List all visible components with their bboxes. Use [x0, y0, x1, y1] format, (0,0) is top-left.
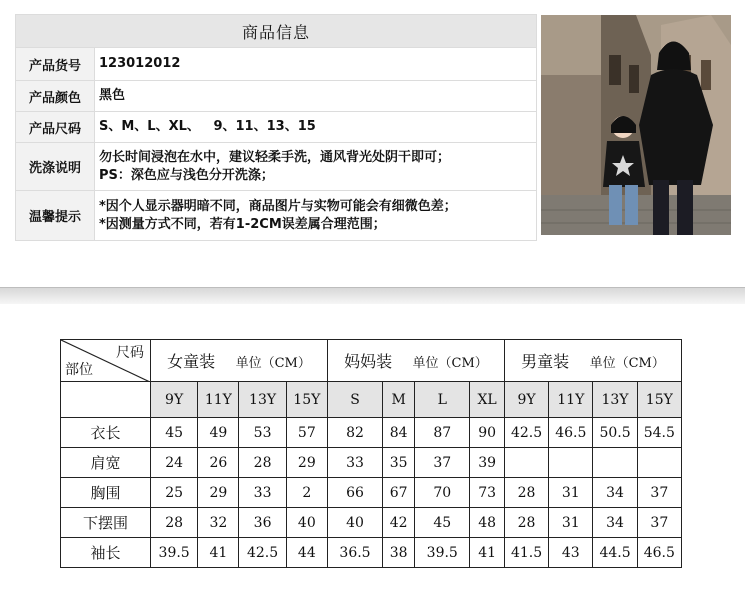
- label-notice: 温馨提示: [16, 191, 95, 241]
- row-label: 下摆围: [61, 508, 151, 538]
- size-value: 41: [470, 538, 505, 568]
- size-value: [637, 448, 681, 478]
- group-girls: 女童装 单位（CM）: [151, 340, 328, 382]
- size-value: 48: [470, 508, 505, 538]
- info-title: 商品信息: [16, 15, 537, 48]
- size-value: 34: [593, 508, 637, 538]
- size-value: 36: [239, 508, 286, 538]
- size-header: 9Y: [151, 382, 198, 418]
- size-row: [61, 478, 682, 508]
- size-header: 13Y: [239, 382, 286, 418]
- value-sizes: S、M、L、XL、 9、11、13、15: [95, 112, 537, 143]
- label-color: 产品颜色: [16, 81, 95, 112]
- size-value: 33: [327, 448, 382, 478]
- size-value: 82: [327, 418, 382, 448]
- size-value: 44.5: [593, 538, 637, 568]
- size-value: 37: [637, 478, 681, 508]
- size-value: 41.5: [504, 538, 548, 568]
- size-value: 37: [637, 508, 681, 538]
- size-value: 25: [151, 478, 198, 508]
- size-value: 29: [198, 478, 239, 508]
- size-value: [504, 448, 548, 478]
- size-value: 87: [415, 418, 470, 448]
- size-value: 43: [549, 538, 593, 568]
- size-header: 13Y: [593, 382, 637, 418]
- size-value: 41: [198, 538, 239, 568]
- size-value: 37: [415, 448, 470, 478]
- label-sizes: 产品尺码: [16, 112, 95, 143]
- size-value: 2: [286, 478, 327, 508]
- size-value: 42.5: [239, 538, 286, 568]
- size-row: [61, 508, 682, 538]
- size-value: 35: [383, 448, 415, 478]
- size-value: 40: [286, 508, 327, 538]
- size-header: S: [327, 382, 382, 418]
- size-value: [549, 448, 593, 478]
- row-label: 袖长: [61, 538, 151, 568]
- size-value: 39.5: [415, 538, 470, 568]
- size-value: 26: [198, 448, 239, 478]
- size-header: L: [415, 382, 470, 418]
- label-washing: 洗涤说明: [16, 143, 95, 191]
- size-header-row: [61, 382, 682, 418]
- size-value: 57: [286, 418, 327, 448]
- size-value: 31: [549, 508, 593, 538]
- size-value: 67: [383, 478, 415, 508]
- group-boys: 男童装 单位（CM）: [504, 340, 681, 382]
- size-row: [61, 538, 682, 568]
- size-row: [61, 448, 682, 478]
- size-value: 33: [239, 478, 286, 508]
- size-header: 11Y: [198, 382, 239, 418]
- size-value: 73: [470, 478, 505, 508]
- size-value: 28: [151, 508, 198, 538]
- corner-cell: [61, 340, 151, 382]
- value-item-number: 123012012: [95, 48, 537, 81]
- size-value: 28: [504, 478, 548, 508]
- size-header: M: [383, 382, 415, 418]
- value-notice: *因个人显示器明暗不同，商品图片与实物可能会有细微色差； *因测量方式不同，若有1-2CM误差属合理范围；: [95, 191, 537, 241]
- size-value: 45: [151, 418, 198, 448]
- size-value: 49: [198, 418, 239, 448]
- section-divider: [0, 287, 745, 304]
- product-info-table: [15, 14, 537, 241]
- size-header: 9Y: [504, 382, 548, 418]
- size-header: 15Y: [286, 382, 327, 418]
- row-label: 肩宽: [61, 448, 151, 478]
- corner-part-label: 部位: [65, 362, 93, 378]
- size-value: 40: [327, 508, 382, 538]
- row-label: 胸围: [61, 478, 151, 508]
- size-value: 44: [286, 538, 327, 568]
- size-value: 90: [470, 418, 505, 448]
- size-value: 42.5: [504, 418, 548, 448]
- size-header: 11Y: [549, 382, 593, 418]
- row-label: 衣长: [61, 418, 151, 448]
- size-value: 34: [593, 478, 637, 508]
- size-value: 31: [549, 478, 593, 508]
- size-value: 66: [327, 478, 382, 508]
- size-value: 50.5: [593, 418, 637, 448]
- size-value: 46.5: [549, 418, 593, 448]
- size-header: XL: [470, 382, 505, 418]
- size-value: 29: [286, 448, 327, 478]
- size-value: 70: [415, 478, 470, 508]
- size-value: 28: [504, 508, 548, 538]
- corner-size-label: 尺码: [116, 345, 144, 361]
- size-row: [61, 418, 682, 448]
- size-value: 39.5: [151, 538, 198, 568]
- size-value: 39: [470, 448, 505, 478]
- size-value: 53: [239, 418, 286, 448]
- value-washing: 勿长时间浸泡在水中，建议轻柔手洗，通风背光处阴干即可； PS：深色应与浅色分开洗涤；: [95, 143, 537, 191]
- blank-cell: [61, 382, 151, 418]
- size-value: 84: [383, 418, 415, 448]
- label-item-number: 产品货号: [16, 48, 95, 81]
- size-header: 15Y: [637, 382, 681, 418]
- size-value: 24: [151, 448, 198, 478]
- size-value: 36.5: [327, 538, 382, 568]
- size-value: 54.5: [637, 418, 681, 448]
- size-value: [593, 448, 637, 478]
- size-chart-table: [60, 339, 682, 568]
- size-value: 32: [198, 508, 239, 538]
- size-value: 42: [383, 508, 415, 538]
- size-value: 28: [239, 448, 286, 478]
- group-mom: 妈妈装 单位（CM）: [327, 340, 504, 382]
- size-value: 38: [383, 538, 415, 568]
- size-value: 46.5: [637, 538, 681, 568]
- product-photo: [541, 15, 731, 235]
- size-value: 45: [415, 508, 470, 538]
- value-color: 黑色: [95, 81, 537, 112]
